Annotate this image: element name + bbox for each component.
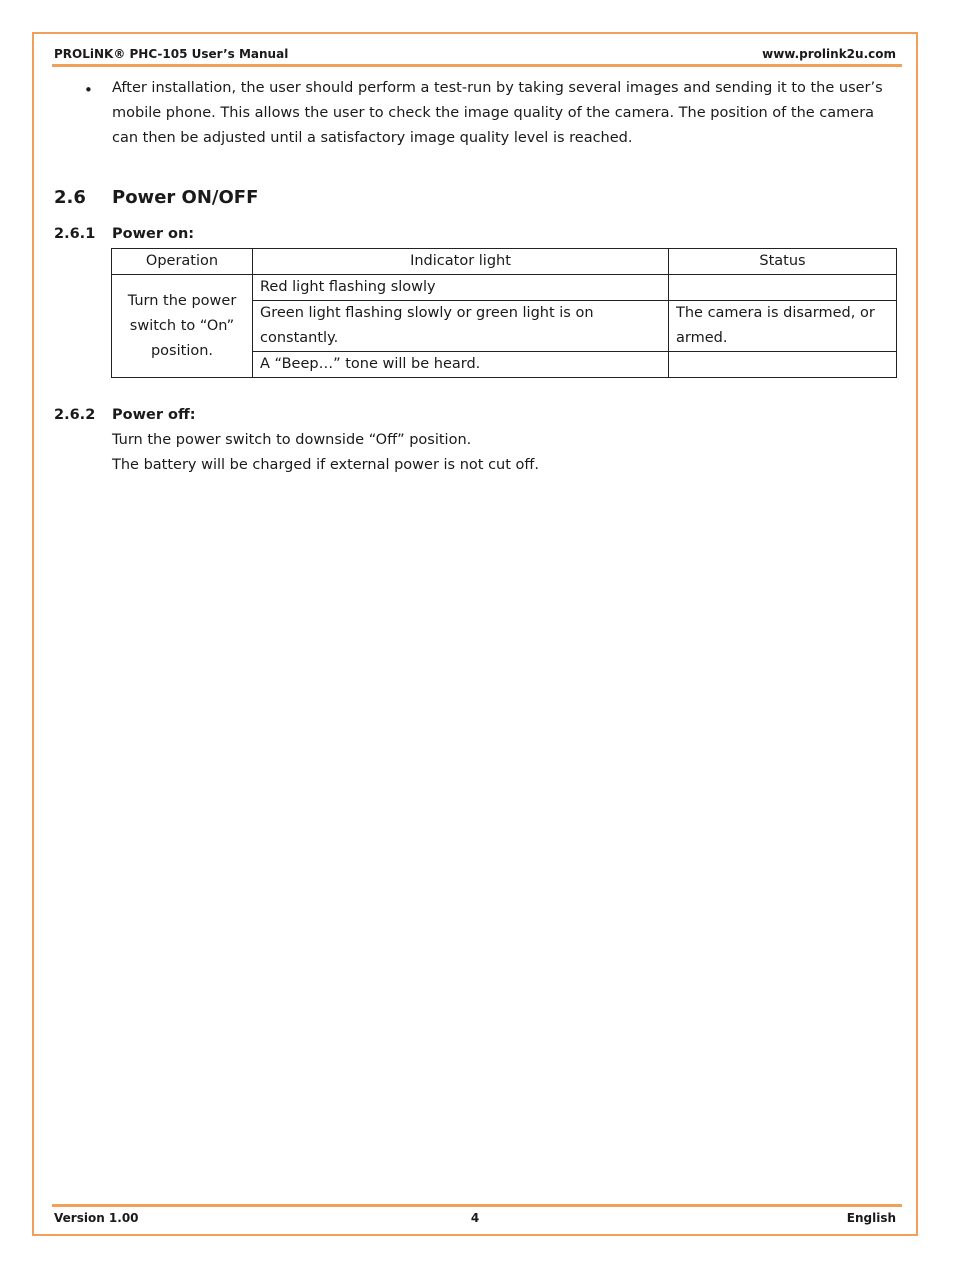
- indicator-cell: Green light flashing slowly or green light is on constantly.: [253, 301, 669, 352]
- power-off-line-1: Turn the power switch to downside “Off” position.: [112, 432, 472, 448]
- power-off-number: 2.6.2: [54, 407, 96, 423]
- power-off-heading: Power off:: [112, 407, 196, 423]
- footer-language: English: [846, 1211, 897, 1225]
- header-indicator: Indicator light: [253, 249, 669, 275]
- header-website: www.prolink2u.com: [762, 47, 896, 61]
- power-on-heading: Power on:: [112, 226, 195, 242]
- footer-version: Version 1.00: [54, 1211, 139, 1225]
- footer-divider: [52, 1204, 902, 1207]
- power-on-number: 2.6.1: [54, 226, 96, 242]
- header-operation: Operation: [112, 249, 253, 275]
- intro-bullet-text: After installation, the user should perform a test-run by taking several images and sending it to the user’s mobile phone. This allows the user to check the image quality of the camera. The position of the camera can then be adjusted until a satisfactory image quality level is reached.: [112, 80, 883, 146]
- status-cell: The camera is disarmed, or armed.: [669, 301, 897, 352]
- header-status: Status: [669, 249, 897, 275]
- footer-page-number: 4: [470, 1211, 480, 1225]
- header-title: PROLiNK® PHC-105 User’s Manual: [54, 47, 289, 61]
- status-cell: [669, 275, 897, 301]
- status-cell: [669, 352, 897, 378]
- header-divider: [52, 64, 902, 67]
- power-off-line-2: The battery will be charged if external power is not cut off.: [112, 457, 540, 473]
- indicator-cell: A “Beep…” tone will be heard.: [253, 352, 669, 378]
- section-number: 2.6: [54, 187, 86, 208]
- page-header: [54, 47, 896, 61]
- page-footer: [54, 1211, 896, 1225]
- table-header-row: [112, 249, 897, 275]
- page-border: [32, 32, 918, 1236]
- power-on-table: [111, 248, 897, 378]
- section-title: Power ON/OFF: [112, 187, 259, 208]
- table-row: [112, 275, 897, 301]
- bullet-marker: •: [84, 81, 93, 99]
- indicator-cell: Red light flashing slowly: [253, 275, 669, 301]
- operation-cell: Turn the power switch to “On” position.: [112, 275, 253, 378]
